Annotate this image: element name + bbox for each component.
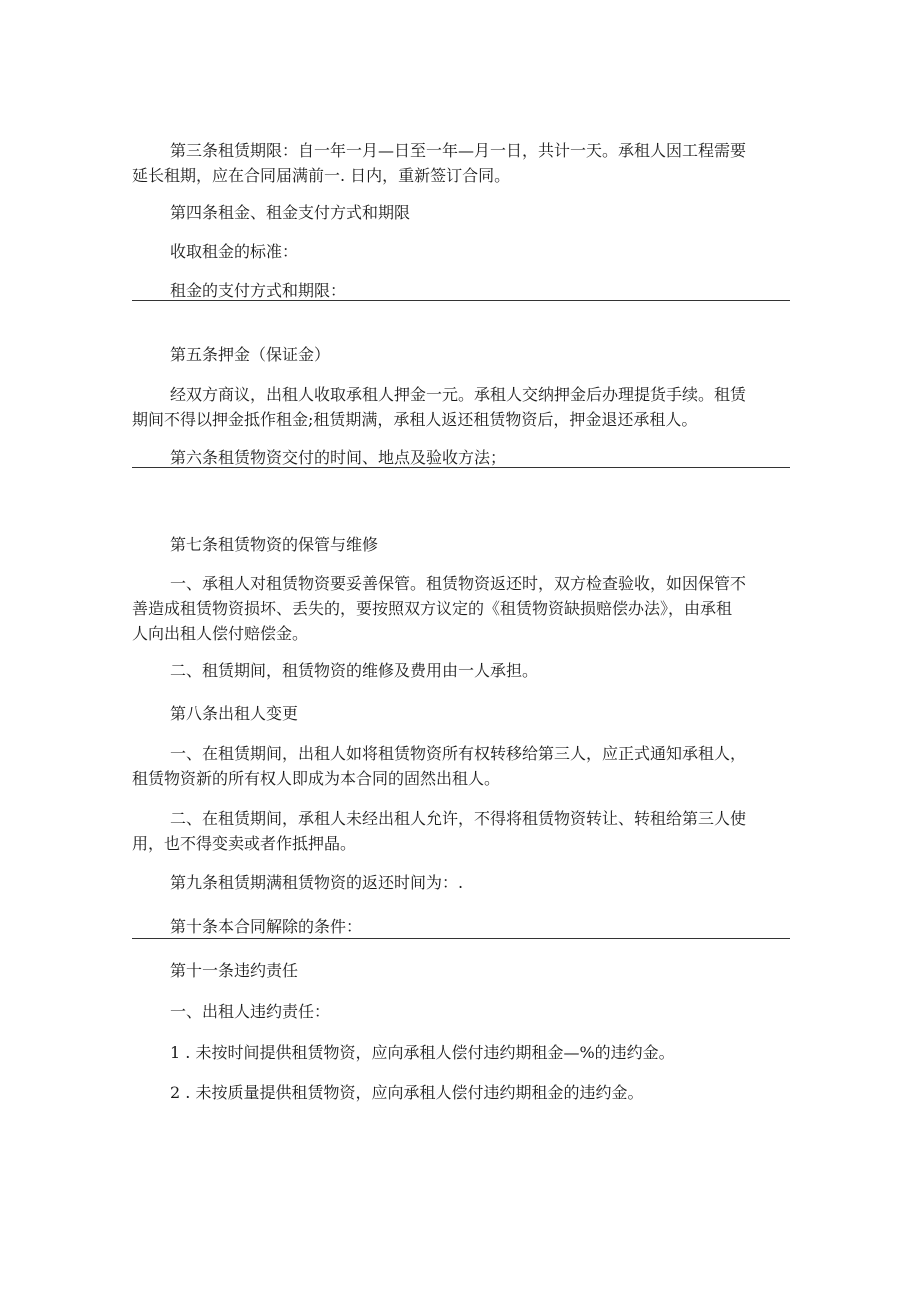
article-8-p1-line-2: 租赁物资新的所有权人即成为本合同的固然出租人。 [132,769,501,788]
fill-in-rule [132,938,790,939]
fill-in-rule [132,300,790,301]
article-3-line-2: 延长租期，应在合同届满前一. 日内，重新签订合同。 [132,166,511,185]
article-8-p1-line-1: 一、在租赁期间，出租人如将租赁物资所有权转移给第三人，应正式通知承租人， [170,744,747,763]
lessor-liability-label: 一、出租人违约责任： [170,1002,331,1021]
article-11-heading: 第十一条违约责任 [170,961,299,980]
article-5-line-2: 期间不得以押金抵作租金;租赁期满，承租人返还租赁物资后，押金退还承租人。 [132,410,698,429]
article-7-p1-line-3: 人向出租人偿付赔偿金。 [132,624,309,643]
article-5-heading: 第五条押金（保证金） [170,345,331,364]
article-7-p1-line-2: 善造成租赁物资损坏、丢失的，要按照双方议定的《租赁物资缺损赔偿办法》，由承租 [132,599,733,618]
article-7-p1-line-1: 一、承租人对租赁物资要妥善保管。租赁物资返还时，双方检查验收，如因保管不 [170,574,747,593]
rent-standard-label: 收取租金的标准： [170,242,299,261]
liability-item-2: 2 . 未按质量提供租赁物资，应向承租人偿付违约期租金的违约金。 [170,1083,644,1102]
article-4-heading: 第四条租金、租金支付方式和期限 [170,203,411,222]
article-9-heading: 第九条租赁期满租赁物资的返还时间为：. [170,873,464,892]
article-5-line-1: 经双方商议，出租人收取承租人押金一元。承租人交纳押金后办理提货手续。租赁 [170,385,747,404]
liability-item-1: 1 . 未按时间提供租赁物资，应向承租人偿付违约期租金—%的违约金。 [170,1043,675,1062]
article-7-heading: 第七条租赁物资的保管与维修 [170,535,379,554]
article-8-heading: 第八条出租人变更 [170,704,299,723]
article-3-line-1: 第三条租赁期限：自一年一月—日至一年—月一日，共计一天。承租人因工程需要 [170,141,747,160]
article-7-p2: 二、租赁期间，租赁物资的维修及费用由一人承担。 [170,661,539,680]
article-6-heading: 第六条租赁物资交付的时间、地点及验收方法； [170,448,507,467]
article-8-p2-line-1: 二、在租赁期间，承租人未经出租人允许，不得将租赁物资转让、转租给第三人使 [170,809,747,828]
article-10-heading: 第十条本合同解除的条件： [170,917,363,936]
fill-in-rule [132,467,790,468]
article-8-p2-line-2: 用，也不得变卖或者作抵押晶。 [132,834,357,853]
rent-payment-label: 租金的支付方式和期限： [170,281,347,300]
